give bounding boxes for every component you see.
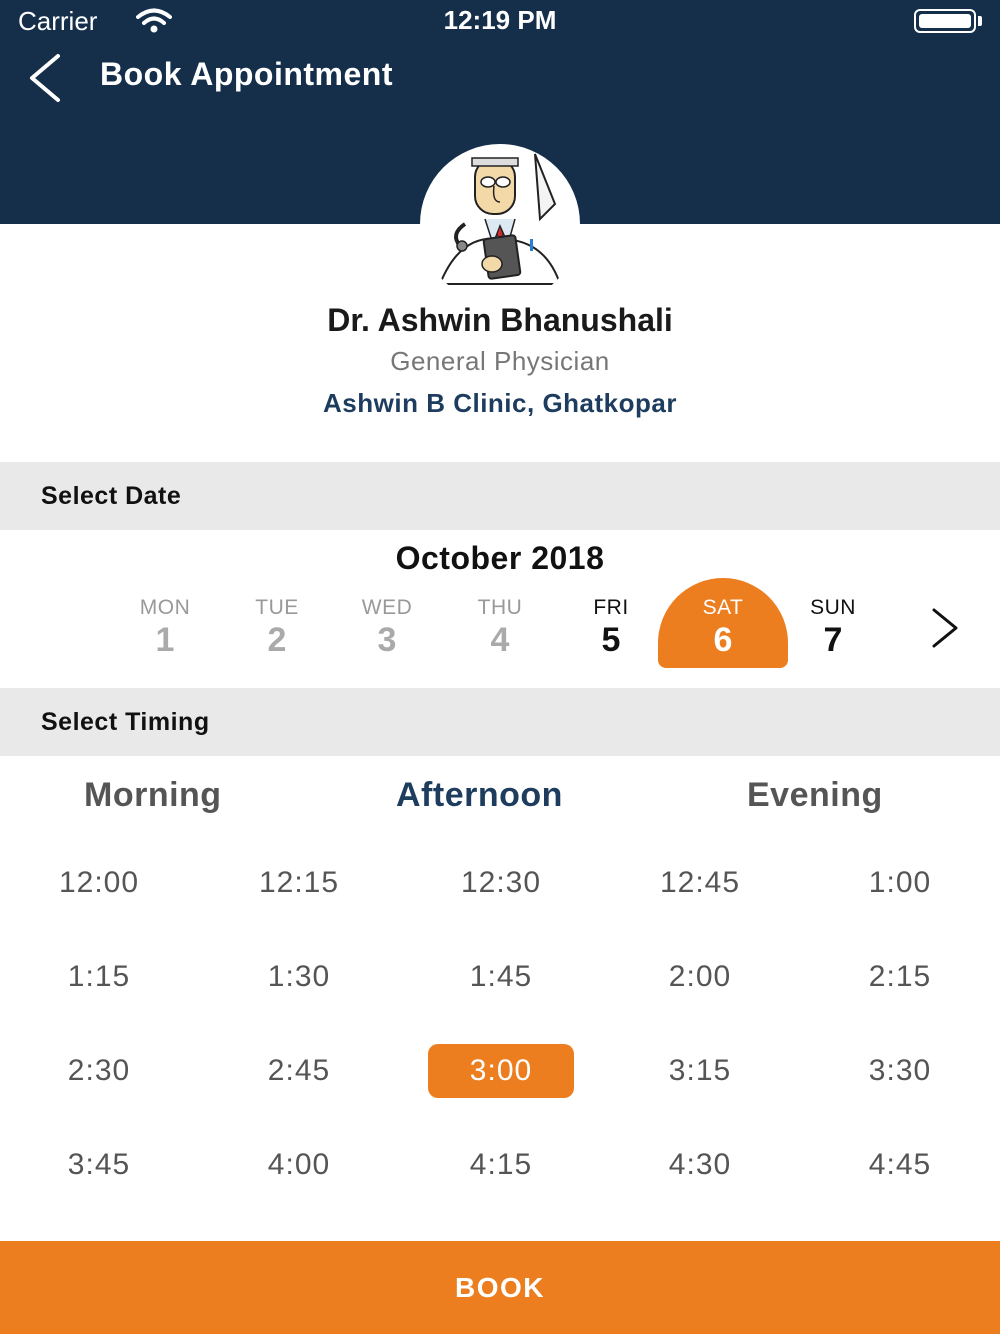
time-slot[interactable]: 1:30	[267, 960, 331, 993]
tab-evening[interactable]: Evening	[747, 776, 883, 814]
day-number: 1	[155, 621, 175, 659]
day-name: SUN	[810, 596, 856, 619]
status-time: 12:19 PM	[443, 5, 557, 35]
next-week-chevron-icon[interactable]	[928, 606, 962, 650]
battery-icon	[914, 9, 976, 33]
time-slot[interactable]: 12:15	[258, 866, 340, 899]
time-slot[interactable]: 1:45	[469, 960, 533, 993]
select-date-label: Select Date	[41, 482, 182, 510]
day-number: 5	[601, 621, 621, 659]
day-number: 3	[377, 621, 397, 659]
battery-tip	[978, 16, 982, 26]
select-timing-label: Select Timing	[41, 708, 210, 736]
time-slot[interactable]: 2:15	[868, 960, 932, 993]
time-slot-selected[interactable]: 3:00	[428, 1044, 574, 1098]
day-name: MON	[139, 596, 191, 619]
time-slot[interactable]: 2:00	[668, 960, 732, 993]
day-number: 7	[823, 621, 843, 659]
day-name: TUE	[255, 596, 299, 619]
day-fri[interactable]	[546, 578, 676, 668]
tab-morning[interactable]: Morning	[84, 776, 222, 814]
time-slot[interactable]: 4:30	[668, 1148, 732, 1181]
day-name: FRI	[593, 596, 629, 619]
doctor-name: Dr. Ashwin Bhanushali	[327, 302, 673, 338]
time-slot[interactable]: 12:30	[460, 866, 542, 899]
time-slot[interactable]: 12:00	[58, 866, 140, 899]
day-wed[interactable]	[322, 578, 452, 668]
day-mon[interactable]	[100, 578, 230, 668]
select-timing-section	[0, 688, 1000, 756]
time-slot[interactable]: 3:15	[668, 1054, 732, 1087]
time-slot[interactable]: 12:45	[659, 866, 741, 899]
time-slot[interactable]: 4:45	[868, 1148, 932, 1181]
time-slot[interactable]: 4:15	[469, 1148, 533, 1181]
day-number: 2	[267, 621, 287, 659]
back-chevron-icon[interactable]	[22, 50, 66, 106]
day-sun[interactable]	[768, 578, 898, 668]
doctor-cartoon-icon	[420, 144, 580, 304]
day-name: THU	[477, 596, 523, 619]
page-title: Book Appointment	[100, 56, 393, 92]
day-number: 6	[713, 621, 733, 659]
day-name: WED	[361, 596, 413, 619]
carrier-label: Carrier	[18, 6, 98, 36]
time-slot[interactable]: 3:45	[67, 1148, 131, 1181]
time-slot[interactable]: 1:00	[868, 866, 932, 899]
tab-afternoon[interactable]: Afternoon	[396, 776, 563, 814]
book-button[interactable]: BOOK	[0, 1241, 1000, 1334]
calendar-month: October 2018	[395, 540, 605, 576]
doctor-avatar	[420, 144, 580, 304]
time-slot[interactable]: 2:45	[267, 1054, 331, 1087]
day-name: SAT	[702, 596, 744, 619]
time-slot[interactable]: 4:00	[267, 1148, 331, 1181]
doctor-specialty: General Physician	[390, 346, 610, 376]
status-bar	[0, 0, 1000, 42]
select-date-section	[0, 462, 1000, 530]
time-slot[interactable]: 1:15	[67, 960, 131, 993]
time-slot[interactable]: 3:30	[868, 1054, 932, 1087]
day-number: 4	[490, 621, 510, 659]
doctor-clinic: Ashwin B Clinic, Ghatkopar	[323, 388, 677, 418]
time-slot[interactable]: 2:30	[67, 1054, 131, 1087]
